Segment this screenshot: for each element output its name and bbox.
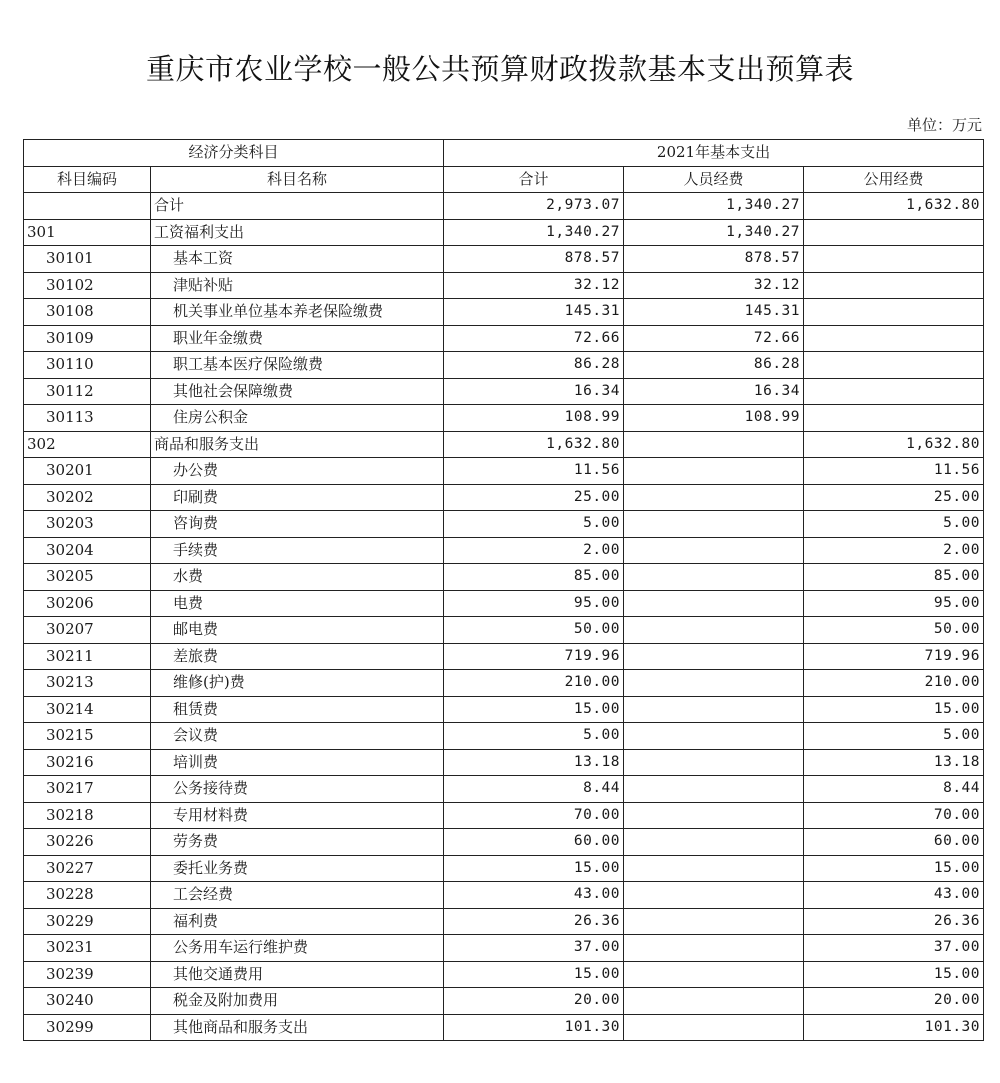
personnel-expense-cell <box>624 590 804 617</box>
table-row <box>24 537 984 564</box>
public-expense-cell: 25.00 <box>804 484 984 511</box>
subject-name-cell: 工资福利支出 <box>151 219 444 246</box>
subject-code-cell: 30215 <box>24 723 151 750</box>
table-row <box>24 935 984 962</box>
personnel-expense-cell <box>624 458 804 485</box>
subject-name-cell: 专用材料费 <box>151 802 444 829</box>
total-cell: 878.57 <box>444 246 624 273</box>
table-row <box>24 431 984 458</box>
table-row <box>24 802 984 829</box>
personnel-expense-cell <box>624 431 804 458</box>
table-row <box>24 272 984 299</box>
subject-code-cell: 30113 <box>24 405 151 432</box>
header-public-expense: 公用经费 <box>804 166 984 193</box>
subject-name-cell: 电费 <box>151 590 444 617</box>
subject-code-cell: 30211 <box>24 643 151 670</box>
subject-name-cell: 委托业务费 <box>151 855 444 882</box>
public-expense-cell <box>804 219 984 246</box>
total-cell: 2,973.07 <box>444 193 624 220</box>
subject-name-cell: 职工基本医疗保险缴费 <box>151 352 444 379</box>
table-row <box>24 590 984 617</box>
public-expense-cell: 85.00 <box>804 564 984 591</box>
public-expense-cell: 43.00 <box>804 882 984 909</box>
subject-code-cell: 30108 <box>24 299 151 326</box>
table-row <box>24 749 984 776</box>
subject-name-cell: 租赁费 <box>151 696 444 723</box>
subject-name-cell: 合计 <box>151 193 444 220</box>
subject-code-cell: 30101 <box>24 246 151 273</box>
table-row <box>24 484 984 511</box>
subject-name-cell: 维修(护)费 <box>151 670 444 697</box>
subject-code-cell: 30228 <box>24 882 151 909</box>
header-subject-name: 科目名称 <box>151 166 444 193</box>
subject-code-cell: 30110 <box>24 352 151 379</box>
subject-code-cell: 30207 <box>24 617 151 644</box>
subject-name-cell: 住房公积金 <box>151 405 444 432</box>
personnel-expense-cell <box>624 961 804 988</box>
public-expense-cell: 95.00 <box>804 590 984 617</box>
personnel-expense-cell: 1,340.27 <box>624 219 804 246</box>
subject-code-cell: 301 <box>24 219 151 246</box>
subject-name-cell: 劳务费 <box>151 829 444 856</box>
table-row <box>24 696 984 723</box>
personnel-expense-cell <box>624 882 804 909</box>
subject-name-cell: 公务用车运行维护费 <box>151 935 444 962</box>
public-expense-cell: 15.00 <box>804 961 984 988</box>
subject-code-cell: 30201 <box>24 458 151 485</box>
public-expense-cell: 719.96 <box>804 643 984 670</box>
table-row <box>24 776 984 803</box>
table-row <box>24 564 984 591</box>
personnel-expense-cell <box>624 643 804 670</box>
personnel-expense-cell <box>624 829 804 856</box>
table-row <box>24 325 984 352</box>
subject-name-cell: 印刷费 <box>151 484 444 511</box>
subject-code-cell: 30240 <box>24 988 151 1015</box>
personnel-expense-cell: 86.28 <box>624 352 804 379</box>
header-subject-code: 科目编码 <box>24 166 151 193</box>
personnel-expense-cell <box>624 564 804 591</box>
table-row <box>24 405 984 432</box>
subject-name-cell: 手续费 <box>151 537 444 564</box>
total-cell: 26.36 <box>444 908 624 935</box>
header-total: 合计 <box>444 166 624 193</box>
subject-name-cell: 公务接待费 <box>151 776 444 803</box>
public-expense-cell: 210.00 <box>804 670 984 697</box>
header-economic-classification: 经济分类科目 <box>24 140 444 167</box>
public-expense-cell: 13.18 <box>804 749 984 776</box>
subject-code-cell: 30214 <box>24 696 151 723</box>
public-expense-cell: 37.00 <box>804 935 984 962</box>
table-row <box>24 855 984 882</box>
personnel-expense-cell <box>624 749 804 776</box>
total-cell: 95.00 <box>444 590 624 617</box>
subject-name-cell: 其他商品和服务支出 <box>151 1014 444 1041</box>
subject-code-cell: 302 <box>24 431 151 458</box>
public-expense-cell: 5.00 <box>804 511 984 538</box>
unit-label: 单位：万元 <box>906 116 982 134</box>
public-expense-cell: 26.36 <box>804 908 984 935</box>
public-expense-cell: 1,632.80 <box>804 193 984 220</box>
total-cell: 1,632.80 <box>444 431 624 458</box>
personnel-expense-cell <box>624 988 804 1015</box>
total-cell: 719.96 <box>444 643 624 670</box>
public-expense-cell: 20.00 <box>804 988 984 1015</box>
total-cell: 8.44 <box>444 776 624 803</box>
table-row <box>24 643 984 670</box>
table-row <box>24 988 984 1015</box>
total-cell: 5.00 <box>444 723 624 750</box>
subject-code-cell: 30112 <box>24 378 151 405</box>
public-expense-cell: 5.00 <box>804 723 984 750</box>
subject-name-cell: 办公费 <box>151 458 444 485</box>
subject-name-cell: 会议费 <box>151 723 444 750</box>
total-cell: 85.00 <box>444 564 624 591</box>
personnel-expense-cell: 878.57 <box>624 246 804 273</box>
subject-code-cell: 30217 <box>24 776 151 803</box>
total-cell: 11.56 <box>444 458 624 485</box>
total-cell: 37.00 <box>444 935 624 962</box>
subject-name-cell: 工会经费 <box>151 882 444 909</box>
total-cell: 1,340.27 <box>444 219 624 246</box>
subject-code-cell: 30218 <box>24 802 151 829</box>
subject-name-cell: 税金及附加费用 <box>151 988 444 1015</box>
subject-name-cell: 培训费 <box>151 749 444 776</box>
subject-name-cell: 津贴补贴 <box>151 272 444 299</box>
total-cell: 20.00 <box>444 988 624 1015</box>
public-expense-cell: 1,632.80 <box>804 431 984 458</box>
personnel-expense-cell <box>624 723 804 750</box>
personnel-expense-cell: 108.99 <box>624 405 804 432</box>
total-cell: 70.00 <box>444 802 624 829</box>
personnel-expense-cell: 16.34 <box>624 378 804 405</box>
table-row <box>24 908 984 935</box>
personnel-expense-cell <box>624 855 804 882</box>
table-row <box>24 378 984 405</box>
total-cell: 50.00 <box>444 617 624 644</box>
public-expense-cell: 70.00 <box>804 802 984 829</box>
personnel-expense-cell <box>624 935 804 962</box>
table-row <box>24 511 984 538</box>
public-expense-cell: 60.00 <box>804 829 984 856</box>
subject-code-cell: 30213 <box>24 670 151 697</box>
total-cell: 25.00 <box>444 484 624 511</box>
personnel-expense-cell: 72.66 <box>624 325 804 352</box>
subject-name-cell: 职业年金缴费 <box>151 325 444 352</box>
personnel-expense-cell: 145.31 <box>624 299 804 326</box>
total-cell: 15.00 <box>444 696 624 723</box>
total-cell: 108.99 <box>444 405 624 432</box>
subject-code-cell: 30299 <box>24 1014 151 1041</box>
header-personnel-expense: 人员经费 <box>624 166 804 193</box>
personnel-expense-cell <box>624 696 804 723</box>
table-row <box>24 193 984 220</box>
header-basic-expenditure-2021: 2021年基本支出 <box>444 140 984 167</box>
budget-table <box>23 139 984 1041</box>
personnel-expense-cell: 1,340.27 <box>624 193 804 220</box>
subject-name-cell: 其他交通费用 <box>151 961 444 988</box>
total-cell: 210.00 <box>444 670 624 697</box>
table-row <box>24 829 984 856</box>
personnel-expense-cell <box>624 484 804 511</box>
public-expense-cell <box>804 378 984 405</box>
personnel-expense-cell <box>624 511 804 538</box>
table-row <box>24 1014 984 1041</box>
subject-code-cell: 30205 <box>24 564 151 591</box>
table-row <box>24 723 984 750</box>
personnel-expense-cell <box>624 802 804 829</box>
table-row <box>24 352 984 379</box>
subject-name-cell: 基本工资 <box>151 246 444 273</box>
subject-name-cell: 机关事业单位基本养老保险缴费 <box>151 299 444 326</box>
table-row <box>24 961 984 988</box>
personnel-expense-cell <box>624 1014 804 1041</box>
subject-name-cell: 水费 <box>151 564 444 591</box>
subject-code-cell: 30216 <box>24 749 151 776</box>
subject-code-cell: 30204 <box>24 537 151 564</box>
subject-code-cell <box>24 193 151 220</box>
public-expense-cell: 15.00 <box>804 855 984 882</box>
personnel-expense-cell: 32.12 <box>624 272 804 299</box>
table-row <box>24 617 984 644</box>
total-cell: 15.00 <box>444 855 624 882</box>
total-cell: 16.34 <box>444 378 624 405</box>
table-row <box>24 670 984 697</box>
public-expense-cell: 101.30 <box>804 1014 984 1041</box>
personnel-expense-cell <box>624 617 804 644</box>
public-expense-cell: 15.00 <box>804 696 984 723</box>
subject-code-cell: 30239 <box>24 961 151 988</box>
public-expense-cell: 8.44 <box>804 776 984 803</box>
table-row <box>24 458 984 485</box>
personnel-expense-cell <box>624 908 804 935</box>
public-expense-cell <box>804 405 984 432</box>
total-cell: 32.12 <box>444 272 624 299</box>
total-cell: 60.00 <box>444 829 624 856</box>
table-row <box>24 299 984 326</box>
table-row <box>24 219 984 246</box>
subject-code-cell: 30206 <box>24 590 151 617</box>
subject-name-cell: 邮电费 <box>151 617 444 644</box>
subject-name-cell: 商品和服务支出 <box>151 431 444 458</box>
personnel-expense-cell <box>624 537 804 564</box>
public-expense-cell <box>804 325 984 352</box>
total-cell: 13.18 <box>444 749 624 776</box>
public-expense-cell: 2.00 <box>804 537 984 564</box>
total-cell: 15.00 <box>444 961 624 988</box>
total-cell: 72.66 <box>444 325 624 352</box>
table-row <box>24 882 984 909</box>
subject-code-cell: 30231 <box>24 935 151 962</box>
subject-code-cell: 30102 <box>24 272 151 299</box>
total-cell: 2.00 <box>444 537 624 564</box>
subject-code-cell: 30227 <box>24 855 151 882</box>
total-cell: 43.00 <box>444 882 624 909</box>
page-title: 重庆市农业学校一般公共预算财政拨款基本支出预算表 <box>145 52 854 86</box>
table-header <box>24 140 984 193</box>
personnel-expense-cell <box>624 776 804 803</box>
personnel-expense-cell <box>624 670 804 697</box>
subject-name-cell: 咨询费 <box>151 511 444 538</box>
table-body <box>24 193 984 1041</box>
public-expense-cell <box>804 246 984 273</box>
public-expense-cell <box>804 299 984 326</box>
total-cell: 86.28 <box>444 352 624 379</box>
table-row <box>24 246 984 273</box>
subject-name-cell: 其他社会保障缴费 <box>151 378 444 405</box>
subject-code-cell: 30202 <box>24 484 151 511</box>
subject-code-cell: 30109 <box>24 325 151 352</box>
subject-name-cell: 福利费 <box>151 908 444 935</box>
subject-code-cell: 30226 <box>24 829 151 856</box>
subject-code-cell: 30229 <box>24 908 151 935</box>
total-cell: 145.31 <box>444 299 624 326</box>
total-cell: 101.30 <box>444 1014 624 1041</box>
total-cell: 5.00 <box>444 511 624 538</box>
public-expense-cell: 50.00 <box>804 617 984 644</box>
public-expense-cell <box>804 352 984 379</box>
public-expense-cell <box>804 272 984 299</box>
subject-code-cell: 30203 <box>24 511 151 538</box>
subject-name-cell: 差旅费 <box>151 643 444 670</box>
public-expense-cell: 11.56 <box>804 458 984 485</box>
